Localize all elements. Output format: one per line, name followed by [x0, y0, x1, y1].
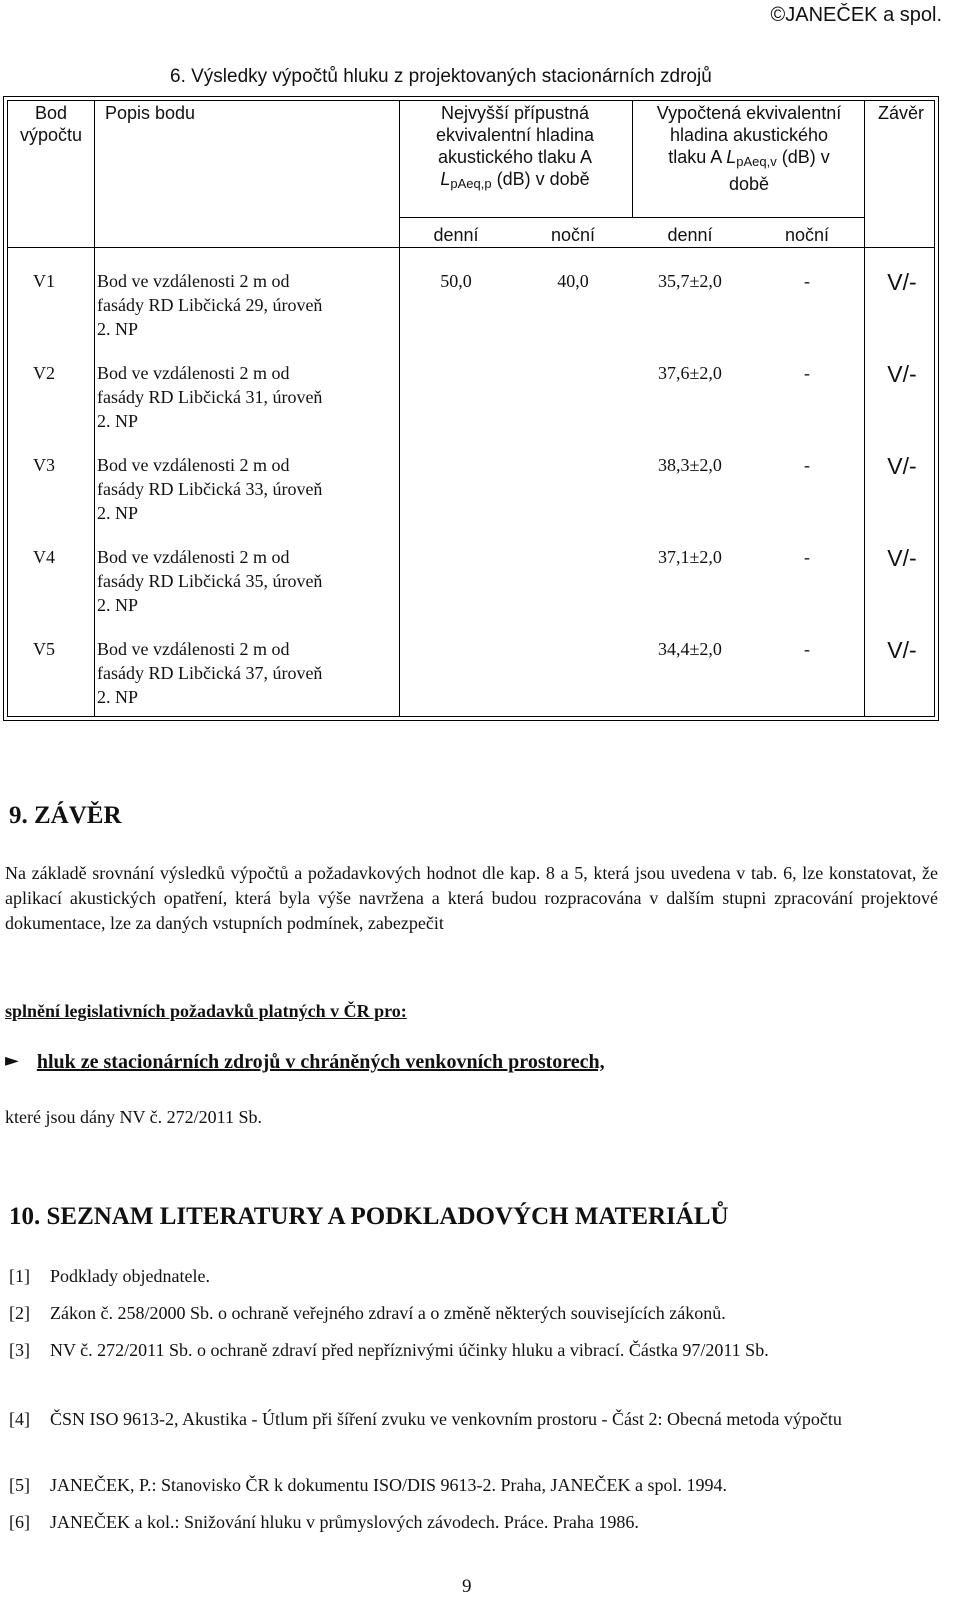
row-day-value: 38,3±2,0: [658, 455, 722, 475]
reference-text: Zákon č. 258/2000 Sb. o ochraně veřejného zdraví a o změně některých souvisejících zákonů.: [50, 1303, 726, 1323]
row-id: V5: [33, 639, 55, 659]
reference-item: [9, 1510, 938, 1535]
reference-text: NV č. 272/2011 Sb. o ochraně zdraví před nepříznivými účinky hluku a vibrací. Částka 97/2011 Sb.: [50, 1340, 769, 1360]
row-description-line: 2. NP: [97, 595, 139, 615]
reference-number: [4]: [9, 1409, 30, 1429]
header-limit-symbol-line: [398, 168, 632, 195]
row-description-line: Bod ve vzdálenosti 2 m od: [97, 271, 290, 291]
reference-text: JANEČEK a kol.: Snižování hluku v průmyslových závodech. Práce. Praha 1986.: [50, 1512, 639, 1532]
row-result: V/-: [887, 453, 917, 479]
header-limit: [398, 102, 632, 195]
limit-night-value: 40,0: [557, 271, 589, 291]
header-night: noční: [550, 225, 596, 245]
row-description-line: fasády RD Libčická 35, úroveň: [97, 571, 323, 591]
section-heading: 10. SEZNAM LITERATURY A PODKLADOVÝCH MATERIÁLŮ: [9, 1203, 729, 1230]
section-heading: 9. ZÁVĚR: [9, 802, 122, 829]
row-description-line: fasády RD Libčická 31, úroveň: [97, 387, 323, 407]
reference-number: [3]: [9, 1340, 30, 1360]
symbol-sub: pAeq,v: [736, 154, 777, 169]
bullet-icon: ►: [5, 1050, 19, 1071]
header-limit-line: ekvivalentní hladina: [435, 125, 595, 145]
requirement-line: [5, 999, 407, 1024]
row-day-value: 34,4±2,0: [658, 639, 722, 659]
row-description-line: fasády RD Libčická 29, úroveň: [97, 295, 323, 315]
row-description: [97, 361, 392, 433]
header-calc-line: Vypočtená ekvivalentní: [656, 103, 842, 123]
header-calc-symbol-line: [632, 146, 866, 173]
table-title: 6. Výsledky výpočtů hluku z projektovaných stacionárních zdrojů: [170, 66, 712, 87]
header-calc-pre: tlaku A: [668, 147, 727, 167]
reference-number: [6]: [9, 1512, 30, 1532]
row-description-line: 2. NP: [97, 503, 139, 523]
symbol-l: L: [726, 147, 737, 167]
reference-item: [9, 1301, 938, 1326]
row-description-line: 2. NP: [97, 319, 139, 339]
header-limit-line: akustického tlaku A: [437, 147, 593, 167]
table-divider: [94, 101, 95, 716]
header-night: noční: [784, 225, 830, 245]
row-description: [97, 637, 392, 709]
closing-line: které jsou dány NV č. 272/2011 Sb.: [5, 1107, 262, 1127]
header-bod-line2: výpočtu: [19, 125, 83, 145]
row-day-value: 37,6±2,0: [658, 363, 722, 383]
header-zaver: Závěr: [877, 103, 924, 123]
limit-day-value: 50,0: [440, 271, 472, 291]
reference-number: [2]: [9, 1303, 30, 1323]
table-divider: [8, 247, 934, 248]
reference-number: [5]: [9, 1475, 30, 1495]
row-night-value: -: [804, 455, 810, 475]
bullet-item: [5, 1050, 605, 1075]
header-bod-line1: Bod: [34, 103, 68, 123]
reference-text: Podklady objednatele.: [50, 1266, 210, 1286]
row-result: V/-: [887, 637, 917, 663]
header-day: denní: [433, 225, 479, 245]
header-calc-line: hladina akustického: [669, 125, 829, 145]
row-description: [97, 453, 392, 525]
row-id: V2: [33, 363, 55, 383]
row-night-value: -: [804, 363, 810, 383]
header-popis: Popis bodu: [104, 103, 196, 123]
row-result: V/-: [887, 545, 917, 571]
row-description-line: Bod ve vzdálenosti 2 m od: [97, 547, 290, 567]
requirement-text: splnění legislativních požadavků platných v ČR pro:: [5, 1001, 407, 1021]
reference-number: [1]: [9, 1266, 30, 1286]
header-limit-line: Nejvyšší přípustná: [440, 103, 590, 123]
page-number: 9: [462, 1576, 472, 1597]
row-result: V/-: [887, 361, 917, 387]
reference-item: [9, 1264, 938, 1289]
header-bod: [8, 102, 94, 146]
header-limit-tail: (dB) v době: [491, 169, 590, 189]
header-calc-tail: (dB) v: [776, 147, 830, 167]
row-description-line: 2. NP: [97, 687, 139, 707]
reference-item: [9, 1473, 938, 1498]
copyright-notice: ©JANEČEK a spol.: [770, 4, 942, 26]
row-id: V4: [33, 547, 55, 567]
symbol-l: L: [440, 169, 451, 189]
row-id: V3: [33, 455, 55, 475]
header-calc: [632, 102, 866, 195]
row-night-value: -: [804, 639, 810, 659]
reference-item: [9, 1338, 938, 1363]
row-description-line: fasády RD Libčická 37, úroveň: [97, 663, 323, 683]
header-calc-line: době: [728, 174, 770, 194]
reference-text: ČSN ISO 9613-2, Akustika - Útlum při šíření zvuku ve venkovním prostoru - Část 2: Obecná metoda výpočtu: [50, 1409, 842, 1429]
row-id: V1: [33, 271, 55, 291]
header-day: denní: [667, 225, 713, 245]
row-result: V/-: [887, 269, 917, 295]
row-description-line: fasády RD Libčická 33, úroveň: [97, 479, 323, 499]
table-divider: [399, 217, 864, 218]
row-description-line: Bod ve vzdálenosti 2 m od: [97, 363, 290, 383]
row-description-line: Bod ve vzdálenosti 2 m od: [97, 455, 290, 475]
symbol-sub: pAeq,p: [450, 176, 492, 191]
conclusion-paragraph: Na základě srovnání výsledků výpočtů a požadavkových hodnot dle kap. 8 a 5, která jsou uvedena v tab. 6, lze konstatovat, že aplikací akustických opatření, která byla výše navržena a která budou rozpracována v dalším stupni zpracování projektové dokumentace, lze za daných vstupních podmínek, zabezpečit: [5, 863, 938, 933]
row-day-value: 37,1±2,0: [658, 547, 722, 567]
reference-item: [9, 1407, 938, 1432]
row-description-line: Bod ve vzdálenosti 2 m od: [97, 639, 290, 659]
row-day-value: 35,7±2,0: [658, 271, 722, 291]
row-description: [97, 269, 392, 341]
reference-text: JANEČEK, P.: Stanovisko ČR k dokumentu ISO/DIS 9613-2. Praha, JANEČEK a spol. 1994.: [50, 1475, 728, 1495]
row-description: [97, 545, 392, 617]
row-description-line: 2. NP: [97, 411, 139, 431]
results-table: [3, 96, 939, 721]
row-night-value: -: [804, 271, 810, 291]
bullet-text: hluk ze stacionárních zdrojů v chráněných venkovních prostorech,: [36, 1051, 605, 1073]
row-night-value: -: [804, 547, 810, 567]
